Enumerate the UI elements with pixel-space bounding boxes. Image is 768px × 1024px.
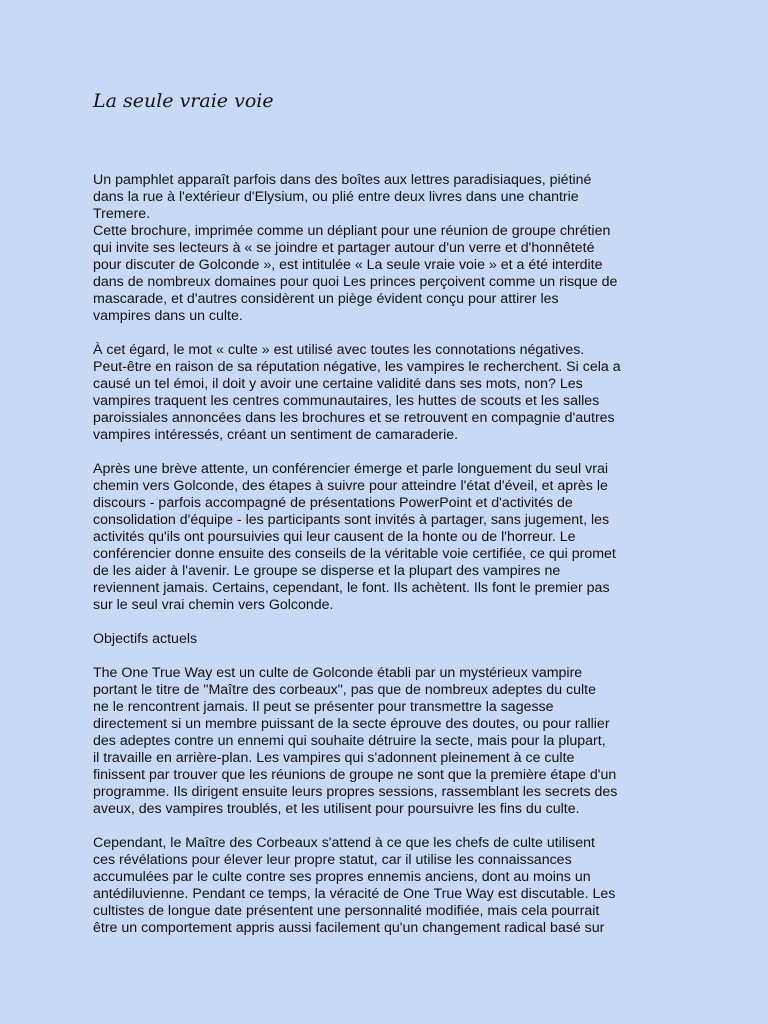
document-body — [93, 172, 693, 954]
text-line: Un pamphlet apparaît parfois dans des boîtes aux lettres paradisiaques, piétiné — [93, 172, 592, 188]
paragraph — [93, 631, 693, 648]
text-line: qui invite ses lecteurs à « se joindre et partager autour d'un verre et d'honnêteté — [93, 240, 595, 256]
text-line: portant le titre de "Maître des corbeaux", pas que de nombreux adeptes du culte — [93, 682, 596, 698]
text-line: cultistes de longue date présentent une personnalité modifiée, mais cela pourrait — [93, 903, 600, 919]
text-line: Objectifs actuels — [93, 631, 198, 647]
text-line: ces révélations pour élever leur propre statut, car il utilise les connaissances — [93, 852, 572, 868]
text-line: finissent par trouver que les réunions de groupe ne sont que la première étape d'un — [93, 767, 617, 783]
text-line: Tremere. — [93, 206, 151, 222]
paragraph — [93, 172, 693, 325]
text-line: aveux, des vampires troublés, et les utilisent pour poursuivre les fins du culte. — [93, 801, 580, 817]
text-line: directement si un membre puissant de la secte éprouve des doutes, ou pour rallier — [93, 716, 610, 732]
text-line: sur le seul vrai chemin vers Golconde. — [93, 597, 334, 613]
text-line: Peut-être en raison de sa réputation négative, les vampires le recherchent. Si cela a — [93, 359, 621, 375]
text-line: discours - parfois accompagné de présentations PowerPoint et d'activités de — [93, 495, 573, 511]
text-line: programme. Ils dirigent ensuite leurs propres sessions, rassemblant les secrets des — [93, 784, 618, 800]
text-line: The One True Way est un culte de Golconde établi par un mystérieux vampire — [93, 665, 583, 681]
text-line: il travaille en arrière-plan. Les vampires qui s'adonnent pleinement à ce culte — [93, 750, 575, 766]
text-line: activités qu'ils ont poursuivies qui leur causent de la honte ou de l'horreur. Le — [93, 529, 576, 545]
text-line: mascarade, et d'autres considèrent un piège évident conçu pour attirer les — [93, 291, 559, 307]
text-line: être un comportement appris aussi facilement qu'un changement radical basé sur — [93, 920, 605, 936]
text-line: chemin vers Golconde, des étapes à suivre pour atteindre l'état d'éveil, et après le — [93, 478, 608, 494]
text-line: vampires traquent les centres communautaires, les huttes de scouts et les salles — [93, 393, 600, 409]
text-line: dans de nombreux domaines pour quoi Les princes perçoivent comme un risque de — [93, 274, 618, 290]
text-line: ne le rencontrent jamais. Il peut se présenter pour transmettre la sagesse — [93, 699, 554, 715]
text-line: reviennent jamais. Certains, cependant, le font. Ils achètent. Ils font le premier pas — [93, 580, 610, 596]
text-line: Après une brève attente, un conférencier émerge et parle longuement du seul vrai — [93, 461, 609, 477]
text-line: accumulées par le culte contre ses propres ennemis anciens, dont au moins un — [93, 869, 591, 885]
paragraph — [93, 461, 693, 614]
document-title: La seule vraie voie — [93, 90, 274, 112]
text-line: conférencier donne ensuite des conseils de la véritable voie certifiée, ce qui promet — [93, 546, 616, 562]
text-line: pour discuter de Golconde », est intitulée « La seule vraie voie » et a été interdite — [93, 257, 603, 273]
text-line: Cependant, le Maître des Corbeaux s'attend à ce que les chefs de culte utilisent — [93, 835, 595, 851]
text-line: causé un tel émoi, il doit y avoir une certaine validité dans ses mots, non? Les — [93, 376, 583, 392]
text-line: de les aider à l'avenir. Le groupe se disperse et la plupart des vampires ne — [93, 563, 561, 579]
text-line: des adeptes contre un ennemi qui souhaite détruire la secte, mais pour la plupart, — [93, 733, 606, 749]
text-line: Cette brochure, imprimée comme un dépliant pour une réunion de groupe chrétien — [93, 223, 611, 239]
paragraph — [93, 342, 693, 444]
text-line: paroissiales annoncées dans les brochures et se retrouvent en compagnie d'autres — [93, 410, 615, 426]
text-line: consolidation d'équipe - les participants sont invités à partager, sans jugement, les — [93, 512, 610, 528]
paragraph — [93, 835, 693, 937]
text-line: antédiluvienne. Pendant ce temps, la véracité de One True Way est discutable. Les — [93, 886, 616, 902]
text-line: À cet égard, le mot « culte » est utilisé avec toutes les connotations négatives. — [93, 342, 585, 358]
paragraph — [93, 665, 693, 818]
text-line: dans la rue à l'extérieur d'Elysium, ou plié entre deux livres dans une chantrie — [93, 189, 579, 205]
text-line: vampires intéressés, créant un sentiment de camaraderie. — [93, 427, 459, 443]
text-line: vampires dans un culte. — [93, 308, 243, 324]
